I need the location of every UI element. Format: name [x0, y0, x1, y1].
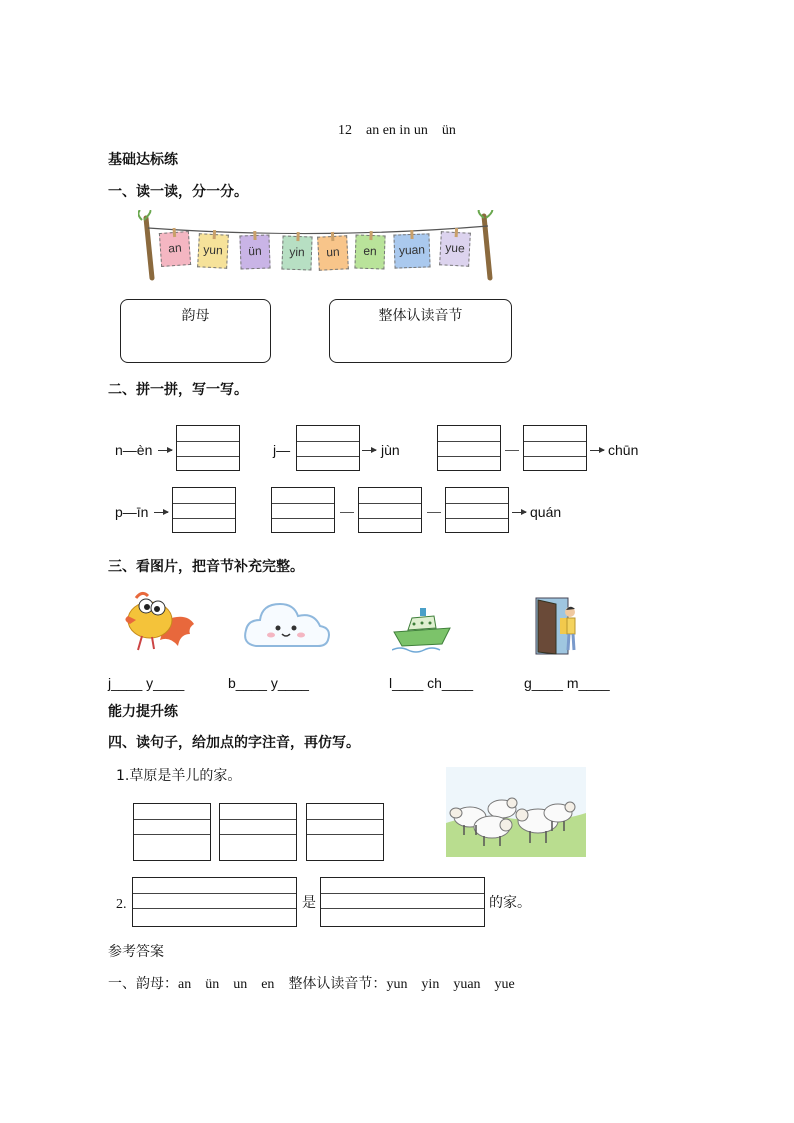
q1-heading: 一、读一读，分一分。 [108, 184, 248, 200]
q2-heading: 二、拼一拼，写一写。 [108, 382, 248, 398]
arrow [154, 512, 168, 513]
writing-box[interactable] [358, 487, 422, 533]
writing-box[interactable] [172, 487, 236, 533]
arrow [362, 450, 376, 451]
dash [340, 512, 354, 513]
blank-cloud[interactable]: b____ y____ [228, 675, 309, 691]
arrow [512, 512, 526, 513]
page-title: 12 an en in un ün [338, 123, 456, 138]
card-an: an [159, 231, 191, 267]
pinyin-n-en: n—èn [115, 442, 153, 458]
q3-heading: 三、看图片，把音节补充完整。 [108, 559, 304, 575]
finals-box-label: 韵母 [181, 308, 210, 324]
answer-prefix: 一、韵母： [108, 976, 178, 992]
card-yun: yun [197, 233, 229, 269]
writing-box[interactable] [176, 425, 240, 471]
card-yu-n: ün [239, 234, 270, 269]
arrow [590, 450, 604, 451]
pinyin-p-in: p—īn [115, 504, 149, 520]
blank-door[interactable]: g____ m____ [524, 675, 610, 691]
ship-picture [392, 604, 454, 654]
whole-syllable-box-label: 整体认读音节 [378, 308, 463, 324]
writing-box[interactable] [133, 803, 211, 861]
dash [505, 450, 519, 451]
pinyin-j: j— [273, 442, 291, 458]
sentence-2-number: 2. [116, 897, 127, 912]
answer-line-1 [108, 975, 515, 994]
writing-box[interactable] [296, 425, 360, 471]
section-basic: 基础达标练 [108, 152, 178, 168]
cloud-picture [242, 598, 330, 656]
whole-syllable-box[interactable] [329, 299, 512, 363]
card-yin: yin [281, 235, 312, 270]
finals-box[interactable] [120, 299, 271, 363]
blank-ship[interactable]: l____ ch____ [389, 675, 474, 691]
answer-whole-label: 整体认读音节： [288, 976, 387, 992]
card-yue: yue [439, 231, 471, 267]
answer-whole: yun yin yuan yue [386, 977, 515, 992]
writing-box[interactable] [271, 487, 335, 533]
pinyin-jun: jùn [381, 442, 400, 458]
writing-box[interactable] [306, 803, 384, 861]
bird-picture [122, 590, 198, 656]
sheep-picture [446, 767, 586, 857]
card-un: un [317, 235, 349, 271]
card-yuan: yuan [393, 233, 430, 268]
pinyin-quan: quán [530, 504, 562, 520]
q4-heading: 四、读句子，给加点的字注音，再仿写。 [108, 735, 360, 751]
arrow [158, 450, 172, 451]
card-en: en [354, 234, 385, 269]
sentence-2-end: 的家。 [489, 895, 531, 911]
writing-line-2[interactable] [320, 877, 485, 927]
writing-box[interactable] [437, 425, 501, 471]
dash [427, 512, 441, 513]
clothesline-picture [138, 210, 498, 282]
writing-box[interactable] [219, 803, 297, 861]
pinyin-chun: chūn [608, 442, 639, 458]
writing-box[interactable] [445, 487, 509, 533]
sentence-1: 1.草原是羊儿的家。 [116, 768, 242, 784]
blank-bird[interactable]: j____ y____ [108, 675, 185, 691]
answer-finals: an ün un en [178, 977, 275, 992]
section-advanced: 能力提升练 [108, 704, 178, 720]
door-picture [534, 594, 580, 656]
sentence-2-mid: 是 [302, 895, 316, 911]
answers-heading: 参考答案 [108, 944, 164, 960]
writing-line-1[interactable] [132, 877, 297, 927]
writing-box[interactable] [523, 425, 587, 471]
